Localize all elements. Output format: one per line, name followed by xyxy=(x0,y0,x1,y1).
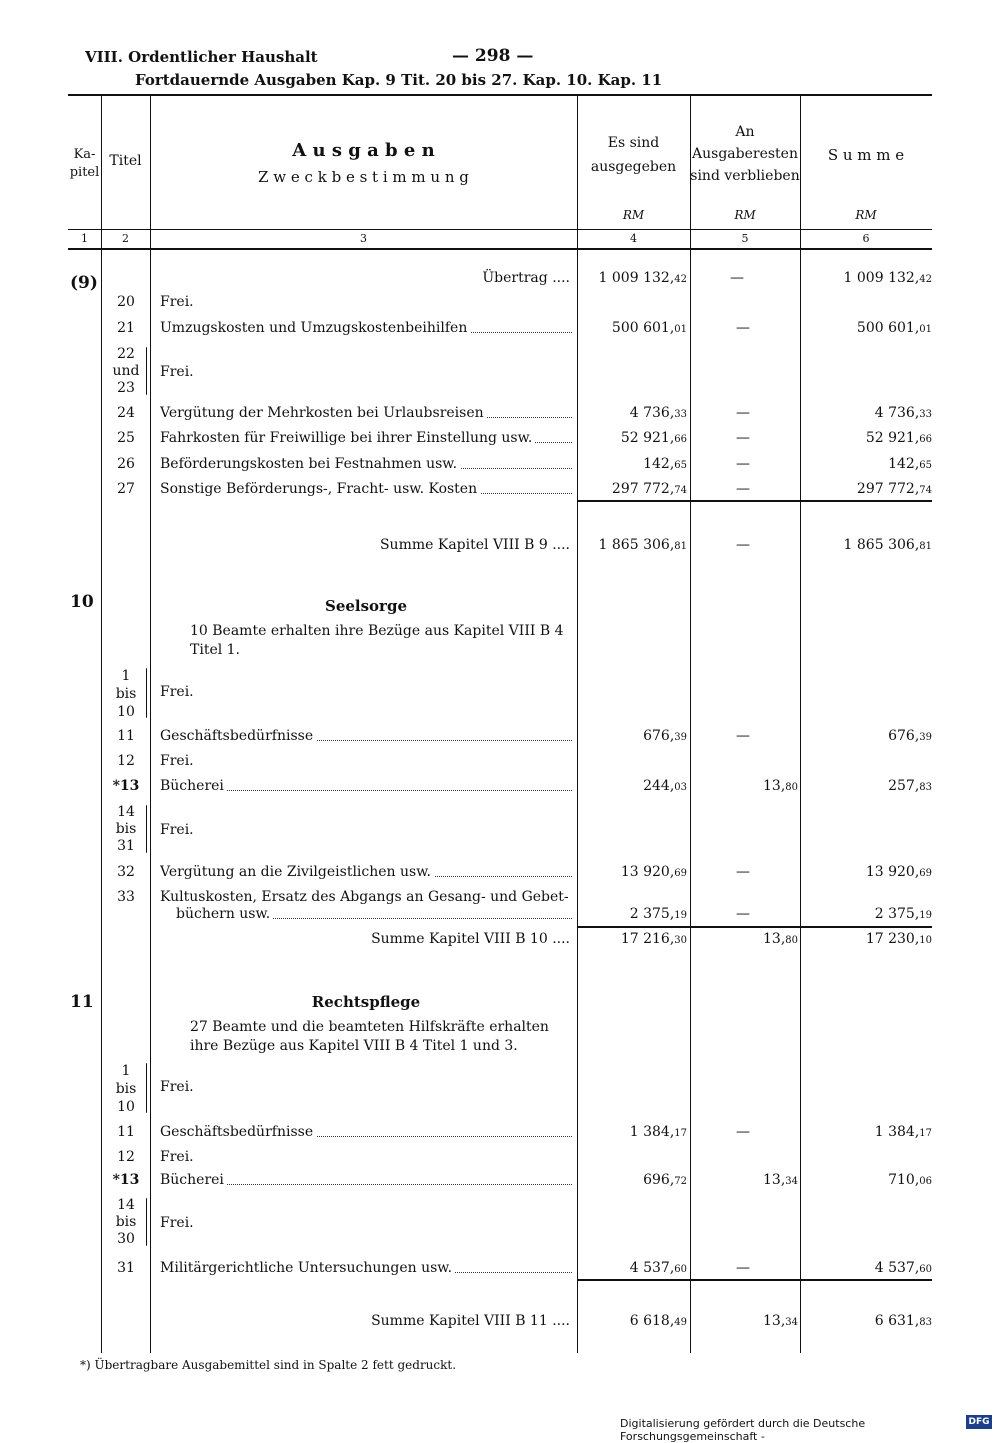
sum-rule xyxy=(577,500,932,502)
titel-number: 20 xyxy=(117,294,135,310)
row-text: Frei. xyxy=(160,1149,194,1165)
amount-reste: — xyxy=(736,430,750,446)
sum-label: Summe Kapitel VIII B 11 .... xyxy=(371,1313,570,1329)
titel-number: 27 xyxy=(117,481,135,497)
amount-ausgegeben: 696,72 xyxy=(643,1172,687,1188)
col-header-reste: An Ausgaberesten sind verblieben xyxy=(690,124,800,184)
titel-number: 32 xyxy=(117,864,135,880)
titel-number: 11 xyxy=(117,1124,135,1140)
uebertrag-ausgegeben: 1 009 132,42 xyxy=(598,270,687,286)
row-text: Frei. xyxy=(160,753,194,769)
amount-reste: — xyxy=(736,405,750,421)
row-text: Frei. xyxy=(160,1215,194,1231)
amount-summe: 142,65 xyxy=(888,456,932,472)
footnote: *) Übertragbare Ausgabemittel sind in Spalte 2 fett gedruckt. xyxy=(80,1358,457,1372)
row-text: Beförderungskosten bei Festnahmen usw. xyxy=(160,456,572,472)
row-text: Frei. xyxy=(160,294,194,310)
col-header-zweck: Z w e c k b e s t i m m u n g xyxy=(258,168,469,186)
amount-summe: 710,06 xyxy=(888,1172,932,1188)
sum-ausgegeben: 17 216,30 xyxy=(620,931,687,947)
titel-number: 12 xyxy=(117,753,135,769)
column-number-rule xyxy=(68,229,932,230)
row-text: Kultuskosten, Ersatz des Abgangs an Gesang- und Gebet- xyxy=(160,889,569,905)
titel-number: 22 und 23 xyxy=(112,346,140,396)
kapitel-number: 11 xyxy=(70,992,94,1012)
sum-rule xyxy=(577,926,932,928)
col-num-2: 2 xyxy=(122,232,129,245)
amount-summe: 4 537,60 xyxy=(874,1260,932,1276)
titel-number: 21 xyxy=(117,320,135,336)
titel-number: 12 xyxy=(117,1149,135,1165)
sum-ausgegeben: 6 618,49 xyxy=(629,1313,687,1329)
titel-number: 25 xyxy=(117,430,135,446)
amount-summe: 1 384,17 xyxy=(874,1124,932,1140)
uebertrag-label: Übertrag .... xyxy=(482,270,570,286)
sum-label: Summe Kapitel VIII B 10 .... xyxy=(371,931,570,947)
sum-rule xyxy=(577,1279,932,1281)
section-note: 27 Beamte und die beamteten Hilfskräfte erhalten ihre Bezüge aus Kapitel VIII B 4 Titel 1 und 3. xyxy=(190,1019,549,1054)
row-text: Fahrkosten für Freiwillige bei ihrer Einstellung usw. xyxy=(160,430,572,446)
subtitle: Fortdauernde Ausgaben Kap. 9 Tit. 20 bis 27. Kap. 10. Kap. 11 xyxy=(135,71,663,89)
amount-summe: 2 375,19 xyxy=(874,906,932,922)
amount-ausgegeben: 500 601,01 xyxy=(611,320,687,336)
amount-ausgegeben: 52 921,66 xyxy=(620,430,687,446)
section-heading: Seelsorge xyxy=(324,597,407,615)
amount-ausgegeben: 13 920,69 xyxy=(620,864,687,880)
amount-summe: 257,83 xyxy=(888,778,932,794)
header-bottom-rule xyxy=(68,248,932,250)
section-title: VIII. Ordentlicher Haushalt xyxy=(85,48,318,66)
amount-reste: 13,80 xyxy=(762,778,798,794)
row-text: Geschäftsbedürfnisse xyxy=(160,728,572,744)
titel-number: 1 bis 10 xyxy=(115,1063,137,1115)
row-text: Frei. xyxy=(160,684,194,700)
digitization-credit: Digitalisierung gefördert durch die Deutsche Forschungsgemeinschaft - xyxy=(620,1417,866,1443)
row-text: Bücherei xyxy=(160,778,572,794)
table-top-rule xyxy=(68,94,932,96)
amount-summe: 297 772,74 xyxy=(856,481,932,497)
sum-reste: 13,80 xyxy=(762,931,798,947)
brace xyxy=(146,1198,147,1246)
titel-number: 26 xyxy=(117,456,135,472)
amount-ausgegeben: 142,65 xyxy=(643,456,687,472)
amount-ausgegeben: 676,39 xyxy=(643,728,687,744)
section-note: 10 Beamte erhalten ihre Bezüge aus Kapitel VIII B 4 Titel 1. xyxy=(190,623,564,658)
titel-number: *13 xyxy=(112,1172,140,1188)
col-divider-1 xyxy=(101,96,102,1353)
dfg-logo: DFG xyxy=(966,1415,992,1429)
col-num-4: 4 xyxy=(630,232,637,245)
brace xyxy=(146,668,147,718)
currency-unit-6: RM xyxy=(855,208,877,222)
amount-ausgegeben: 4 736,33 xyxy=(629,405,687,421)
row-text-continued: büchern usw. xyxy=(160,906,572,922)
row-text: Geschäftsbedürfnisse xyxy=(160,1124,572,1140)
sum-label: Summe Kapitel VIII B 9 .... xyxy=(379,537,570,553)
amount-summe: 52 921,66 xyxy=(865,430,932,446)
amount-reste: — xyxy=(736,320,750,336)
brace xyxy=(146,805,147,853)
amount-ausgegeben: 244,03 xyxy=(643,778,687,794)
amount-reste: 13,34 xyxy=(762,1172,798,1188)
row-text: Sonstige Beförderungs-, Fracht- usw. Kosten xyxy=(160,481,572,497)
row-text: Frei. xyxy=(160,364,194,380)
amount-reste: — xyxy=(736,1260,750,1276)
amount-ausgegeben: 4 537,60 xyxy=(629,1260,687,1276)
section-heading: Rechtspflege xyxy=(311,993,421,1011)
titel-number: 24 xyxy=(117,405,135,421)
amount-summe: 13 920,69 xyxy=(865,864,932,880)
amount-summe: 676,39 xyxy=(888,728,932,744)
row-text: Vergütung an die Zivilgeistlichen usw. xyxy=(160,864,572,880)
row-text: Bücherei xyxy=(160,1172,572,1188)
col-divider-5 xyxy=(800,96,801,1353)
amount-reste: — xyxy=(736,456,750,472)
currency-unit-4: RM xyxy=(622,208,645,222)
col-num-6: 6 xyxy=(862,232,870,245)
titel-number: 11 xyxy=(117,728,135,744)
sum-reste: 13,34 xyxy=(762,1313,798,1329)
kapitel-number: 10 xyxy=(70,592,94,612)
col-header-kapitel: Ka- pitel xyxy=(69,147,100,180)
col-header-ausgaben: A u s g a b e n xyxy=(292,140,435,161)
amount-summe: 500 601,01 xyxy=(856,320,932,336)
brace xyxy=(146,347,147,395)
uebertrag-reste: — xyxy=(730,270,744,286)
amount-ausgegeben: 2 375,19 xyxy=(629,906,687,922)
row-text: Frei. xyxy=(160,1079,194,1095)
col-header-ausgegeben: Es sind ausgegeben xyxy=(590,135,677,175)
col-num-1: 1 xyxy=(81,232,88,245)
amount-summe: 4 736,33 xyxy=(874,405,932,421)
titel-number: 14 bis 30 xyxy=(115,1197,137,1247)
col-num-3: 3 xyxy=(360,232,367,245)
amount-reste: — xyxy=(736,481,750,497)
row-text: Umzugskosten und Umzugskostenbeihilfen xyxy=(160,320,572,336)
titel-number: 33 xyxy=(117,889,135,905)
sum-ausgegeben: 1 865 306,81 xyxy=(598,537,687,553)
page-number: — 298 — xyxy=(452,46,534,66)
amount-reste: — xyxy=(736,864,750,880)
titel-number: 1 bis 10 xyxy=(115,668,137,720)
brace xyxy=(146,1063,147,1113)
sum-summe: 1 865 306,81 xyxy=(843,537,932,553)
sum-reste: — xyxy=(736,537,750,553)
col-header-titel: Titel xyxy=(109,153,142,169)
amount-ausgegeben: 1 384,17 xyxy=(629,1124,687,1140)
row-text: Vergütung der Mehrkosten bei Urlaubsreisen xyxy=(160,405,572,421)
col-num-5: 5 xyxy=(741,232,749,245)
amount-reste: — xyxy=(736,906,750,922)
titel-number: *13 xyxy=(112,778,140,794)
uebertrag-summe: 1 009 132,42 xyxy=(843,270,932,286)
col-divider-4 xyxy=(690,96,691,1353)
kapitel-number: (9) xyxy=(70,273,98,293)
sum-summe: 17 230,10 xyxy=(865,931,932,947)
amount-reste: — xyxy=(736,728,750,744)
row-text: Frei. xyxy=(160,822,194,838)
titel-number: 31 xyxy=(117,1260,135,1276)
amount-reste: — xyxy=(736,1124,750,1140)
currency-unit-5: RM xyxy=(734,208,756,222)
amount-ausgegeben: 297 772,74 xyxy=(611,481,687,497)
titel-number: 14 bis 31 xyxy=(115,804,137,854)
row-text: Militärgerichtliche Untersuchungen usw. xyxy=(160,1260,572,1276)
sum-summe: 6 631,83 xyxy=(874,1313,932,1329)
col-header-summe: S u m m e xyxy=(827,146,905,164)
col-divider-3 xyxy=(577,96,578,1353)
col-divider-2 xyxy=(150,96,151,1353)
